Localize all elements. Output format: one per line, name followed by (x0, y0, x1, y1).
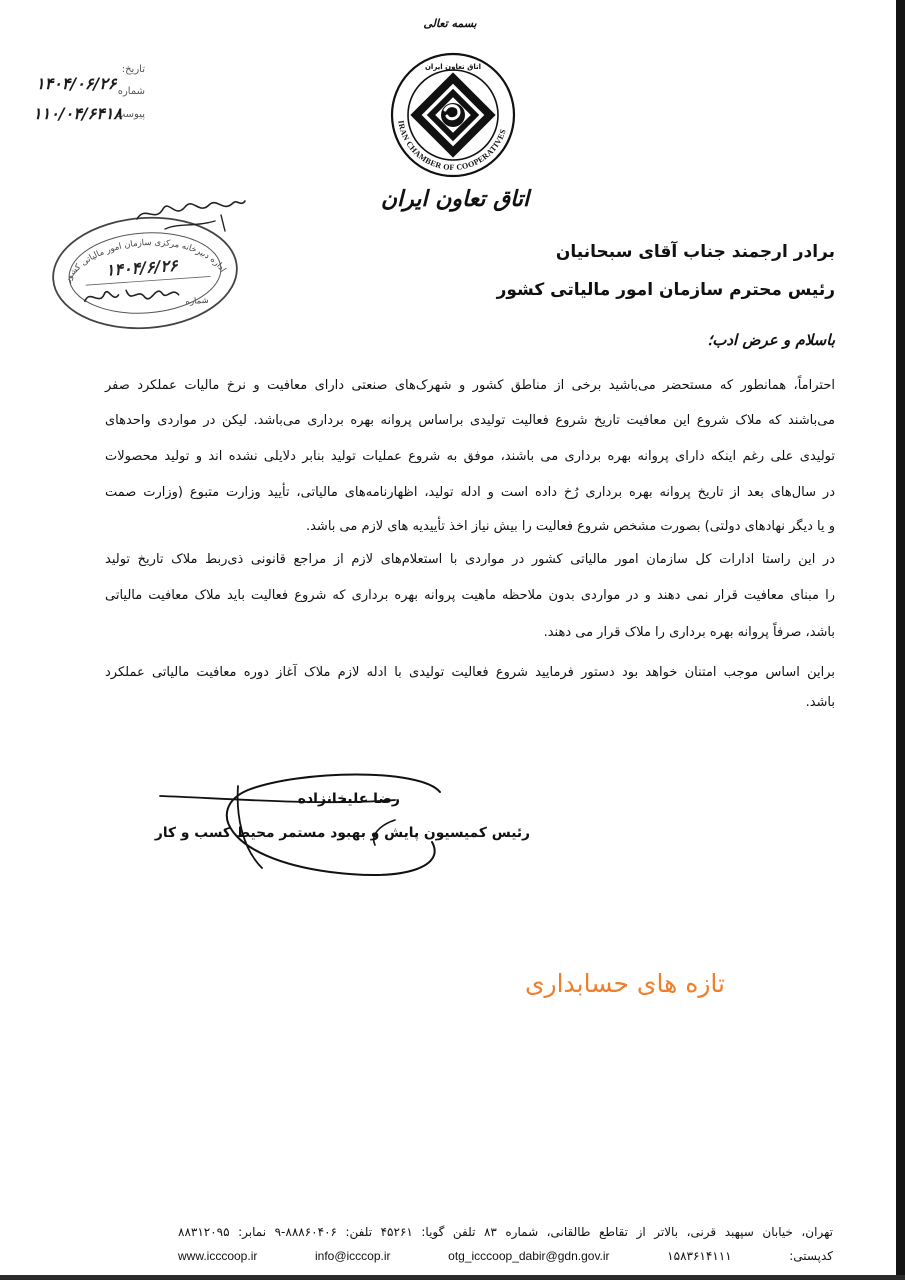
body-line (105, 445, 835, 469)
body-line (105, 621, 835, 645)
date-label: تاریخ: (121, 64, 145, 75)
footer-email-info: info@icccop.ir (314, 1249, 391, 1263)
body-line-text: باشد. (805, 695, 835, 710)
stamp-divider (86, 276, 211, 285)
handwritten-note-underline (165, 215, 225, 231)
handwritten-date: ۱۴۰۴/۰۶/۲۶ (36, 74, 117, 93)
logo-emblem (388, 50, 518, 180)
body-line-text: در این راستا ادارات کل سازمان امور مالیاتی کشور در مواردی با استعلام‌های لازم از مراجع قانونی ذی‌ربط ملاک تاریخ تولید (105, 552, 835, 567)
signatory-title-text: رئیس کمیسیون پایش و بهبود مستمر محیط کسب و کار (154, 825, 530, 841)
body-line (105, 548, 835, 572)
footer-address-line (178, 1222, 833, 1242)
body-line (105, 515, 835, 539)
footer-postal-code: کدپستی: ۱۵۸۳۶۱۴۱۱۱ (667, 1249, 833, 1263)
recipient-line-1: برادر ارجمند جناب آقای سبحانیان (555, 242, 835, 262)
stamp-handwritten-number-scribble (84, 287, 178, 304)
body-line (105, 409, 835, 433)
footer-address: تهران، خیابان سپهبد قرنی، بالاتر از تقاطع طالقانی، شماره ۸۳ (483, 1225, 833, 1239)
scan-edge-bottom (0, 1275, 905, 1280)
body-line-text: می‌باشند که ملاک شروع این معافیت تاریخ شروع فعالیت تولیدی براساس پروانه بهره برداری می‌باشد. لیکن در مواردی واحدهای (105, 413, 835, 428)
logo-persian-text: اتاق تعاون ایران (424, 63, 482, 71)
footer-email-secretariat: otg_icccoop_dabir@gdn.gov.ir (448, 1249, 610, 1263)
handwritten-number: ۱۱۰/۰۴/۶۴۱۸ (33, 104, 123, 123)
signatory-name: رضا علیخانزاده (297, 791, 400, 807)
greeting: باسلام و عرض ادب؛ (707, 331, 835, 349)
scan-edge-right (896, 0, 905, 1280)
footer-fax: نمابر: ۸۸۳۱۲۰۹۵ (178, 1225, 267, 1239)
stamp-textpath: اداره دبیرخانه مرکزی سازمان امور مالیاتی کشور (62, 237, 228, 285)
number-label: شماره (117, 86, 145, 97)
body-line-text: در سال‌های بعد از تاریخ پروانه بهره برداری رُخ داده است و ادله تولید، اظهارنامه‌های مالیاتی، تأیید وزارت متبوع (وزارت صمت (105, 485, 835, 500)
footer-address-line-text (178, 1225, 833, 1239)
body-line (105, 584, 835, 608)
stamp-body (49, 212, 240, 335)
received-stamp (45, 185, 255, 335)
footer-website: www.icccoop.ir (178, 1249, 258, 1263)
body-line (105, 691, 835, 715)
footer-contact-line (178, 1246, 833, 1266)
stamp-number-label: شماره (185, 295, 210, 308)
org-name-calligraphy: اتاق تعاون ایران (380, 187, 530, 212)
recipient-line-2: رئیس محترم سازمان امور مالیاتی کشور (496, 280, 835, 300)
stamp-handwritten-date: ۱۴۰۴/۶/۲۶ (105, 255, 179, 280)
watermark-text: تازه های حسابداری (524, 969, 725, 998)
footer-phone: تلفن: ۸۸۸۶۰۴۰۶-۹ (274, 1225, 373, 1239)
footer-phone-auto: تلفن گویا: ۴۵۲۶۱ (380, 1225, 476, 1239)
body-line-text: و یا دیگر نهادهای دولتی) بصورت مشخص شروع فعالیت را بیش نیاز اخذ تأییدیه های لازم می باشد. (305, 519, 835, 534)
attachment-label: پیوست (115, 109, 145, 120)
body-line (105, 661, 835, 685)
body-line-text: تولیدی علی رغم اینکه دارای پروانه بهره برداری می باشند، موفق به شروع عملیات تولید بنابر دلایلی نشده اند و تولید محصولات (105, 449, 835, 464)
logo-english-textpath: IRAN CHAMBER OF COOPERATIVES (396, 119, 508, 172)
handwritten-note-scribble (137, 201, 245, 219)
body-line-text: باشد، صرفاً پروانه بهره برداری را ملاک قرار می دهند. (543, 625, 835, 640)
body-line-text: براین اساس موجب امتنان خواهد بود دستور فرمایید شروع فعالیت تولیدی با ادله لازم ملاک آغاز دوره معافیت مالیاتی عملکرد (105, 665, 835, 680)
invocation-text: بسمه تعالی (423, 17, 477, 30)
body-line-text: را مبنای معافیت قرار نمی دهند و در مواردی بدون ملاحظه ماهیت پروانه بهره برداری که شروع فعالیت باید ملاک معافیت مالیاتی (105, 588, 835, 603)
body-line-text: احتراماً، همانطور که مستحضر می‌باشید برخی از مناطق کشور و شهرک‌های صنعتی دارای معافیت و نرخ مالیات عملکرد صفر (105, 378, 835, 393)
signatory-title (150, 820, 530, 846)
footer-contact-line-text (178, 1249, 833, 1263)
body-line (105, 374, 835, 398)
body-line (105, 481, 835, 505)
